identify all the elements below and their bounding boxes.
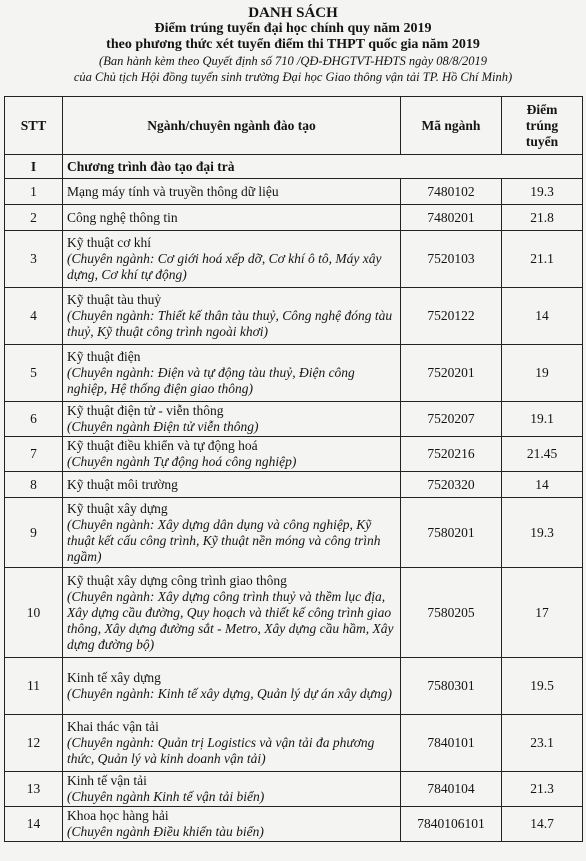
row-code: 7520216 — [401, 437, 502, 472]
header-score-line3: tuyển — [525, 133, 559, 149]
table-row — [5, 437, 583, 472]
document-subtitle-1: Điểm trúng tuyển đại học chính quy năm 2019 — [154, 21, 432, 36]
header-score — [502, 97, 583, 155]
row-score: 21.1 — [502, 231, 583, 288]
row-code: 7580205 — [401, 568, 502, 658]
table-row — [5, 658, 583, 715]
row-major — [63, 437, 401, 472]
table-row — [5, 807, 583, 842]
major-specialization: (Chuyên ngành: Kinh tế xây dựng, Quản lý dự án xây dựng) — [67, 686, 393, 701]
document-title: DANH SÁCH — [248, 5, 338, 21]
major-name: Khoa học hàng hải — [67, 808, 169, 823]
row-stt: 2 — [5, 205, 63, 231]
major-specialization: (Chuyên ngành: Xây dựng công trình thuỷ và thềm lục địa, Xây dựng cầu đường, Quy hoạch và thiết kế công trình giao thông, Xây dựng đường sắt - Metro, Xây dựng cầu hầm, Xây dựng đường bộ) — [67, 588, 394, 652]
row-score: 19.3 — [502, 179, 583, 205]
row-score: 17 — [502, 568, 583, 658]
table-row — [5, 568, 583, 658]
major-name: Kinh tế vận tải — [67, 773, 147, 788]
table-header-row — [5, 97, 583, 155]
row-stt: 1 — [5, 179, 63, 205]
major-name: Kỹ thuật xây dựng — [67, 500, 168, 516]
row-major — [63, 772, 401, 807]
row-stt: 8 — [5, 472, 63, 498]
row-major — [63, 345, 401, 402]
row-major — [63, 472, 401, 498]
row-major — [63, 807, 401, 842]
row-score: 19.5 — [502, 658, 583, 715]
major-specialization: (Chuyên ngành Điện tử viễn thông) — [67, 419, 259, 434]
row-code: 7520103 — [401, 231, 502, 288]
row-major — [63, 498, 401, 568]
header-major: Ngành/chuyên ngành đào tạo — [63, 97, 401, 155]
table-row — [5, 205, 583, 231]
row-code: 7840104 — [401, 772, 502, 807]
row-stt: 12 — [5, 715, 63, 772]
row-code: 7840101 — [401, 715, 502, 772]
major-name: Kỹ thuật điều khiển và tự động hoá — [67, 438, 258, 453]
row-score: 19.3 — [502, 498, 583, 568]
row-stt: 4 — [5, 288, 63, 345]
decision-note-1: (Ban hành kèm theo Quyết định số 710 /QĐ-ĐHGTVT-HĐTS ngày 08/8/2019 — [99, 54, 487, 68]
major-name: Kinh tế xây dựng — [67, 670, 161, 685]
row-code: 7840106101 — [401, 807, 502, 842]
major-name: Công nghệ thông tin — [67, 209, 178, 225]
section-number: I — [5, 155, 63, 179]
header-score-line1: Điểm — [526, 101, 558, 117]
row-stt: 7 — [5, 437, 63, 472]
row-score: 14 — [502, 288, 583, 345]
row-code: 7480201 — [401, 205, 502, 231]
table-row — [5, 345, 583, 402]
major-specialization: (Chuyên ngành Kinh tế vận tải biển) — [67, 789, 265, 804]
row-major — [63, 231, 401, 288]
admission-score-table — [4, 96, 583, 842]
major-name: Kỹ thuật cơ khí — [67, 235, 151, 250]
major-specialization: (Chuyên ngành: Xây dựng dân dụng và công nghiệp, Kỹ thuật kết cấu công trình, Kỹ thuật nền móng và công trình ngầm) — [67, 516, 381, 564]
row-major — [63, 568, 401, 658]
row-score: 14 — [502, 472, 583, 498]
row-stt: 10 — [5, 568, 63, 658]
major-specialization: (Chuyên ngành: Thiết kế thân tàu thuỷ, Công nghệ đóng tàu thuỷ, Kỹ thuật công trình ngoài khơi) — [67, 308, 393, 339]
row-score: 21.8 — [502, 205, 583, 231]
document-subtitle-2: theo phương thức xét tuyển điểm thi THPT quốc gia năm 2019 — [106, 37, 480, 52]
row-stt: 13 — [5, 772, 63, 807]
table-row — [5, 231, 583, 288]
major-name: Khai thác vận tải — [67, 719, 159, 734]
table-row — [5, 402, 583, 437]
header-stt: STT — [5, 97, 63, 155]
row-major — [63, 179, 401, 205]
major-name: Kỹ thuật điện tử - viễn thông — [67, 403, 224, 418]
row-stt: 5 — [5, 345, 63, 402]
row-code: 7520320 — [401, 472, 502, 498]
row-score: 23.1 — [502, 715, 583, 772]
major-specialization: (Chuyên ngành Điều khiển tàu biển) — [67, 824, 264, 839]
row-score: 21.3 — [502, 772, 583, 807]
row-code: 7520201 — [401, 345, 502, 402]
row-major — [63, 658, 401, 715]
row-major — [63, 288, 401, 345]
table-row — [5, 472, 583, 498]
major-name: Kỹ thuật tàu thuỷ — [67, 292, 162, 307]
table-row — [5, 498, 583, 568]
row-code: 7580301 — [401, 658, 502, 715]
major-specialization: (Chuyên ngành: Điện và tự động tàu thuỷ, Điện công nghiệp, Hệ thống điện giao thông) — [67, 365, 355, 396]
row-stt: 3 — [5, 231, 63, 288]
row-score: 19 — [502, 345, 583, 402]
row-stt: 14 — [5, 807, 63, 842]
major-specialization: (Chuyên ngành: Quản trị Logistics và vận tải đa phương thức, Quản lý và kinh doanh vận tải) — [67, 735, 375, 766]
row-code: 7520122 — [401, 288, 502, 345]
major-name: Kỹ thuật điện — [67, 349, 141, 364]
header-code: Mã ngành — [401, 97, 502, 155]
row-score: 21.45 — [502, 437, 583, 472]
row-code: 7480102 — [401, 179, 502, 205]
major-name: Kỹ thuật xây dựng công trình giao thông — [67, 572, 287, 588]
row-stt: 6 — [5, 402, 63, 437]
row-major — [63, 715, 401, 772]
table-row — [5, 772, 583, 807]
decision-note-2: của Chủ tịch Hội đồng tuyển sinh trường Đại học Giao thông vận tải TP. Hồ Chí Minh) — [73, 70, 513, 84]
header-score-line2: trúng — [525, 117, 559, 133]
major-specialization: (Chuyên ngành: Cơ giới hoá xếp dỡ, Cơ khí ô tô, Máy xây dựng, Cơ khí tự động) — [67, 251, 382, 282]
table-row — [5, 288, 583, 345]
major-name: Mạng máy tính và truyền thông dữ liệu — [67, 183, 279, 199]
table-row — [5, 179, 583, 205]
row-major — [63, 205, 401, 231]
row-score: 19.1 — [502, 402, 583, 437]
row-stt: 11 — [5, 658, 63, 715]
document-header — [0, 5, 586, 85]
row-code: 7580201 — [401, 498, 502, 568]
row-score: 14.7 — [502, 807, 583, 842]
major-specialization: (Chuyên ngành Tự động hoá công nghiệp) — [67, 454, 297, 469]
table-row — [5, 715, 583, 772]
row-stt: 9 — [5, 498, 63, 568]
major-name: Kỹ thuật môi trường — [67, 476, 178, 492]
row-major — [63, 402, 401, 437]
row-code: 7520207 — [401, 402, 502, 437]
section-row — [5, 155, 583, 179]
section-name: Chương trình đào tạo đại trà — [63, 155, 583, 179]
